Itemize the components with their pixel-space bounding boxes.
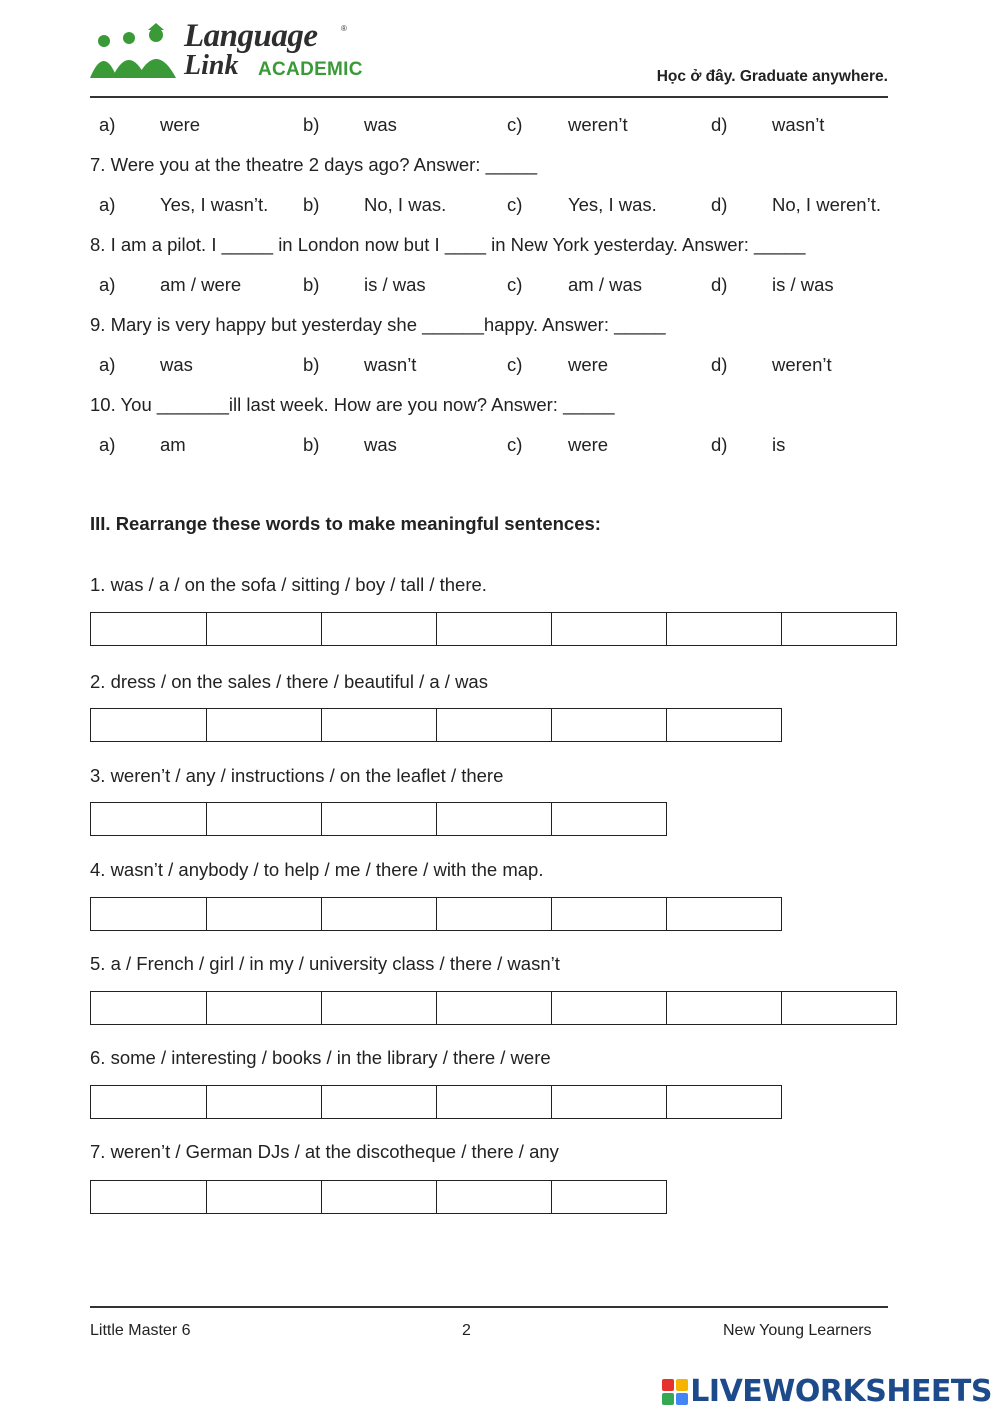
option-text[interactable]: was xyxy=(364,114,397,135)
rearrange-prompt: 7. weren’t / German DJs / at the discotheque / there / any xyxy=(90,1141,559,1162)
header-divider xyxy=(90,96,888,98)
question-8-text: 8. I am a pilot. I _____ in London now but I ____ in New York yesterday. Answer: _____ xyxy=(90,234,806,255)
option-letter: b) xyxy=(303,194,320,215)
question-9-text: 9. Mary is very happy but yesterday she ______happy. Answer: _____ xyxy=(90,314,666,335)
answer-box-row xyxy=(90,612,897,646)
answer-box[interactable] xyxy=(90,1085,207,1119)
option-text[interactable]: wasn’t xyxy=(772,114,825,135)
logo-text-academic: ACADEMIC xyxy=(258,59,363,80)
option-letter: d) xyxy=(711,114,728,135)
option-letter: c) xyxy=(507,434,523,455)
option-text[interactable]: am xyxy=(160,434,186,455)
option-text[interactable]: is / was xyxy=(364,274,426,295)
option-letter: b) xyxy=(303,434,320,455)
option-letter: d) xyxy=(711,274,728,295)
answer-box[interactable] xyxy=(90,991,207,1025)
answer-box[interactable] xyxy=(321,897,437,931)
option-letter: a) xyxy=(99,434,116,455)
option-text[interactable]: were xyxy=(160,114,201,135)
answer-box[interactable] xyxy=(551,991,667,1025)
answer-box-row xyxy=(90,1180,667,1214)
section-title: III. Rearrange these words to make meaningful sentences: xyxy=(90,513,601,534)
answer-box[interactable] xyxy=(321,802,437,836)
answer-box[interactable] xyxy=(666,991,782,1025)
rearrange-prompt: 3. weren’t / any / instructions / on the leaflet / there xyxy=(90,765,504,786)
option-letter: a) xyxy=(99,354,116,375)
option-letter: b) xyxy=(303,274,320,295)
answer-box[interactable] xyxy=(206,612,322,646)
answer-box[interactable] xyxy=(90,802,207,836)
answer-box[interactable] xyxy=(551,1085,667,1119)
rearrange-prompt: 5. a / French / girl / in my / university class / there / wasn’t xyxy=(90,953,560,974)
option-text[interactable]: No, I was. xyxy=(364,194,447,215)
answer-box[interactable] xyxy=(436,1085,552,1119)
option-text[interactable]: am / were xyxy=(160,274,242,295)
option-text[interactable]: Yes, I wasn’t. xyxy=(160,194,269,215)
answer-box-row xyxy=(90,1085,782,1119)
option-text[interactable]: was xyxy=(160,354,193,375)
footer-divider xyxy=(90,1306,888,1308)
answer-box[interactable] xyxy=(90,1180,207,1214)
question-10-text: 10. You _______ill last week. How are you now? Answer: _____ xyxy=(90,394,615,415)
header-slogan: Học ở đây. Graduate anywhere. xyxy=(656,68,888,85)
option-letter: a) xyxy=(99,274,116,295)
answer-box[interactable] xyxy=(551,897,667,931)
option-text[interactable]: is xyxy=(772,434,786,455)
answer-box[interactable] xyxy=(90,612,207,646)
liveworksheets-watermark xyxy=(662,1374,992,1409)
answer-box[interactable] xyxy=(436,612,552,646)
option-text[interactable]: Yes, I was. xyxy=(568,194,657,215)
option-text[interactable]: were xyxy=(568,354,609,375)
answer-box[interactable] xyxy=(551,612,667,646)
answer-box[interactable] xyxy=(551,1180,667,1214)
rearrange-prompt: 1. was / a / on the sofa / sitting / boy / tall / there. xyxy=(90,574,487,595)
option-letter: b) xyxy=(303,354,320,375)
answer-box[interactable] xyxy=(206,897,322,931)
answer-box[interactable] xyxy=(206,991,322,1025)
answer-box[interactable] xyxy=(321,991,437,1025)
answer-box[interactable] xyxy=(436,1180,552,1214)
question-7-text: 7. Were you at the theatre 2 days ago? Answer: _____ xyxy=(90,154,538,175)
option-text[interactable]: is / was xyxy=(772,274,834,295)
logo-text-link: Link xyxy=(184,50,239,81)
option-letter: d) xyxy=(711,434,728,455)
answer-box[interactable] xyxy=(321,1180,437,1214)
option-letter: c) xyxy=(507,354,523,375)
rearrange-prompt: 4. wasn’t / anybody / to help / me / there / with the map. xyxy=(90,859,544,880)
logo-registered-mark: ® xyxy=(341,24,347,33)
answer-box[interactable] xyxy=(206,1085,322,1119)
answer-box[interactable] xyxy=(436,897,552,931)
option-letter: c) xyxy=(507,274,523,295)
option-letter: d) xyxy=(711,354,728,375)
liveworksheets-logo-icon xyxy=(662,1379,688,1405)
answer-box[interactable] xyxy=(90,897,207,931)
option-letter: c) xyxy=(507,194,523,215)
answer-box[interactable] xyxy=(666,1085,782,1119)
answer-box[interactable] xyxy=(551,708,667,742)
answer-box[interactable] xyxy=(781,991,897,1025)
answer-box[interactable] xyxy=(436,802,552,836)
option-letter: b) xyxy=(303,114,320,135)
rearrange-prompt: 2. dress / on the sales / there / beautiful / a / was xyxy=(90,671,488,692)
option-text[interactable]: was xyxy=(364,434,397,455)
answer-box[interactable] xyxy=(321,708,437,742)
answer-box[interactable] xyxy=(666,708,782,742)
answer-box-row xyxy=(90,897,782,931)
answer-box-row xyxy=(90,708,782,742)
option-letter: a) xyxy=(99,114,116,135)
rearrange-prompt: 6. some / interesting / books / in the library / there / were xyxy=(90,1047,551,1068)
footer-right: New Young Learners xyxy=(723,1322,872,1339)
answer-box-row xyxy=(90,991,897,1025)
answer-box[interactable] xyxy=(436,708,552,742)
page-number: 2 xyxy=(462,1322,471,1339)
logo-text-language: Language xyxy=(184,18,318,54)
option-letter: d) xyxy=(711,194,728,215)
option-text[interactable]: were xyxy=(568,434,609,455)
answer-box[interactable] xyxy=(321,612,437,646)
option-letter: c) xyxy=(507,114,523,135)
answer-box[interactable] xyxy=(206,802,322,836)
option-text[interactable]: wasn’t xyxy=(364,354,417,375)
option-text[interactable]: am / was xyxy=(568,274,643,295)
option-text[interactable]: weren’t xyxy=(568,114,628,135)
answer-box[interactable] xyxy=(666,612,782,646)
liveworksheets-text: LIVEWORKSHEETS xyxy=(690,1374,992,1409)
answer-box[interactable] xyxy=(206,708,322,742)
footer-left: Little Master 6 xyxy=(90,1322,191,1339)
answer-box[interactable] xyxy=(90,708,207,742)
answer-box[interactable] xyxy=(666,897,782,931)
answer-box-row xyxy=(90,802,667,836)
option-text[interactable]: weren’t xyxy=(772,354,832,375)
option-letter: a) xyxy=(99,194,116,215)
answer-box[interactable] xyxy=(436,991,552,1025)
option-text[interactable]: No, I weren’t. xyxy=(772,194,881,215)
answer-box[interactable] xyxy=(551,802,667,836)
answer-box[interactable] xyxy=(206,1180,322,1214)
answer-box[interactable] xyxy=(321,1085,437,1119)
answer-box[interactable] xyxy=(781,612,897,646)
